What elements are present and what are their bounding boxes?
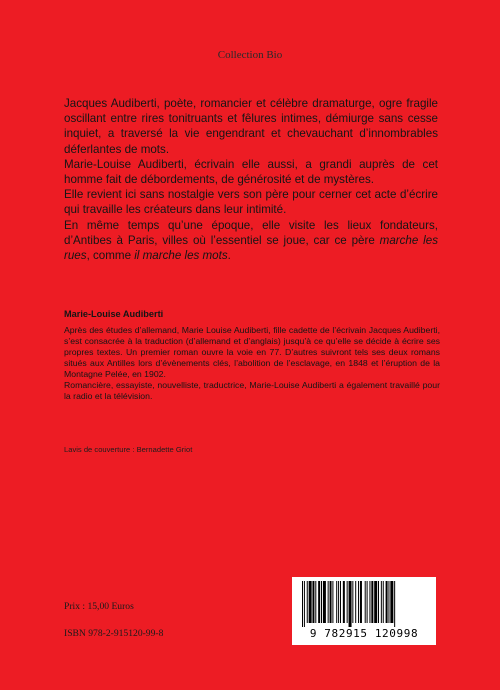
blurb-paragraph: Jacques Audiberti, poète, romancier et célèbre dramaturge, ogre fragile oscillant entre rires tonitruants et fêlures intimes, démiurge sans cesse inquiet, a traversé la vie engendrant et chevauchant d’innombrables déferlantes de mots. <box>64 97 438 156</box>
bio-paragraph: Après des études d’allemand, Marie Louise Audiberti, fille cadette de l’écrivain Jacques Audiberti, s’est consacrée à la traduction (d’allemand et d’anglais) jusqu’à ce qu’elle se décide à écrire ses propres textes. Un premier roman ouvre la voie en 77. D’autres suivront tels ses deux romans situés aux Antilles lors d’évènements clés, l’abolition de l’esclavage, en 1848 et l’éruption de la Montagne Pelée, en 1902. <box>64 325 440 379</box>
cover-credit: Lavis de couverture : Bernadette Griot <box>64 445 193 454</box>
author-heading: Marie-Louise Audiberti <box>64 309 164 319</box>
barcode <box>292 577 436 645</box>
back-cover-blurb <box>64 96 438 263</box>
blurb-text: En même temps qu’une époque, elle visite les lieux fondateurs, d’Antibes à Paris, villes où l’essentiel se joue, car ce père <box>64 218 438 247</box>
isbn-label: ISBN 978-2-915120-99-8 <box>64 628 164 639</box>
collection-label: Collection Bio <box>217 49 283 61</box>
blurb-text: . <box>227 249 231 263</box>
author-bio <box>64 325 440 402</box>
blurb-italic-text: marche les rues <box>64 233 438 263</box>
blurb-paragraph <box>64 218 438 264</box>
bio-paragraph: Romancière, essayiste, nouvelliste, traductrice, Marie-Louise Audiberti a également travaillé pour la radio et la télévision. <box>64 380 440 401</box>
blurb-italic-text: il marche les mots <box>134 249 228 263</box>
blurb-paragraph: Elle revient ici sans nostalgie vers son père pour cerner cet acte d’écrire qui travaille les créateurs dans leur intimité. <box>64 188 438 217</box>
blurb-text: , comme <box>86 249 135 263</box>
barcode-bars-icon <box>300 581 428 627</box>
barcode-digits: 9 782915 120998 <box>309 627 419 640</box>
blurb-paragraph: Marie-Louise Audiberti, écrivain elle aussi, a grandi auprès de cet homme fait de débordements, de générosité et de mystères. <box>64 157 438 187</box>
price-label: Prix : 15,00 Euros <box>64 601 134 612</box>
